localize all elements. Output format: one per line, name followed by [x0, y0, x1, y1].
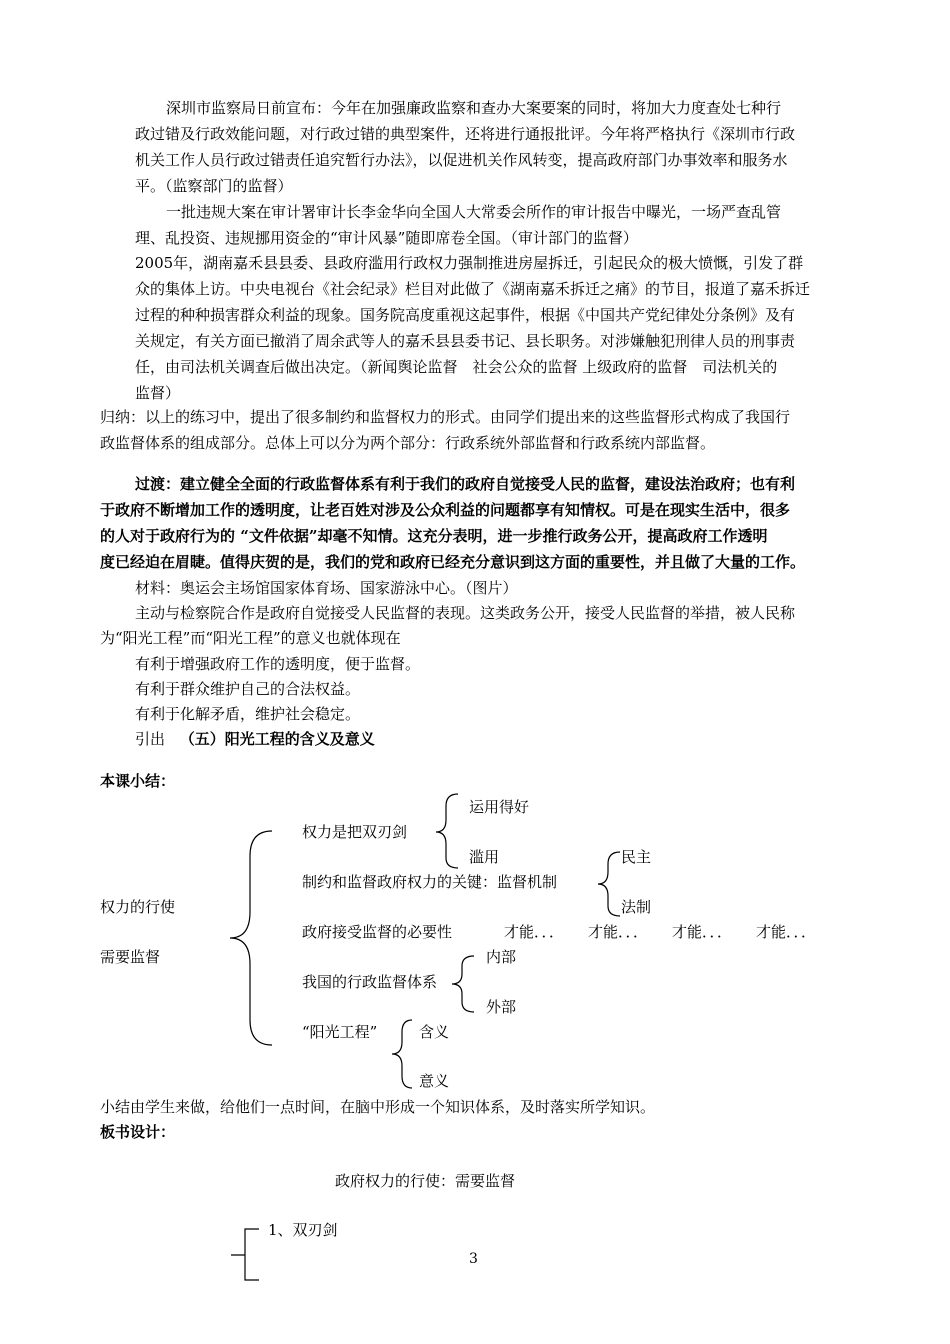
board-title: 政府权力的行使：需要监督	[335, 1172, 516, 1190]
material-line: 材料：奥运会主场馆国家体育场、国家游泳中心。（图片）	[135, 579, 518, 597]
board-heading: 板书设计：	[100, 1123, 176, 1141]
node-external: 外部	[486, 998, 517, 1016]
only-if-3: 才能．．．	[672, 923, 733, 941]
p2-line-2: 理、乱投资、违规挪用资金的“审计风暴”随即席卷全国。（审计部门的监督）	[135, 229, 638, 247]
summary-line-2: 政监督体系的组成部分。总体上可以分为两个部分：行政系统外部监督和行政系统内部监督。	[100, 434, 716, 452]
transition-line-3: 的人对于政府行为的 “文件依据”却毫不知情。这充分表明，进一步推行政务公开，提高政府工作透明	[100, 527, 768, 545]
node-meaning-sig: 意义	[419, 1072, 450, 1090]
lesson-summary-heading: 本课小结：	[100, 772, 176, 790]
p3-line-5: 任，由司法机关调查后做出决定。（新闻舆论监督 社会公众的监督 上级政府的监督 司法机关的	[135, 358, 778, 376]
node-meaning-def: 含义	[419, 1023, 450, 1041]
sunshine-line-2: 为“阳光工程”而“阳光工程”的意义也就体现在	[100, 629, 401, 647]
p2-line-1: 一批违规大案在审计署审计长李金华向全国人大常委会所作的审计报告中曝光，一场严查乱管	[166, 203, 782, 221]
brace-mechanism	[598, 852, 620, 916]
node-sunshine-project: “阳光工程”	[302, 1023, 378, 1041]
board-item-1: 1、双刃剑	[268, 1221, 338, 1239]
p3-line-1: 2005年，湖南嘉禾县县委、县政府滥用行政权力强制推进房屋拆迁，引起民众的极大愤慨，引发了群	[135, 254, 804, 272]
benefit-3: 有利于化解矛盾，维护社会稳定。	[135, 705, 361, 723]
page-number: 3	[469, 1251, 478, 1267]
p1-line-4: 平。（监察部门的监督）	[135, 177, 293, 195]
brace-sunshine	[392, 1020, 412, 1088]
p1-line-1: 深圳市监察局日前宣布：今年在加强廉政监察和查办大案要案的同时，将加大力度查处七种行	[166, 99, 782, 117]
benefit-1: 有利于增强政府工作的透明度，便于监督。	[135, 655, 421, 673]
p3-line-6: 监督）	[135, 384, 181, 402]
brace-system	[452, 956, 474, 1012]
node-abuse: 滥用	[469, 848, 500, 866]
only-if-4: 才能．．．	[756, 923, 817, 941]
transition-line-4: 度已经迫在眉睫。值得庆贺的是，我们的党和政府已经充分意识到这方面的重要性，并且做了大量的工作。	[100, 553, 806, 571]
node-key: 制约和监督政府权力的关键：监督机制	[302, 873, 558, 891]
node-legal: 法制	[621, 898, 652, 916]
only-if-1: 才能．．．	[504, 923, 565, 941]
p1-line-2: 政过错及行政效能问题，对行政过错的典型案件，还将进行通报批评。今年将严格执行《深圳市行政	[135, 125, 796, 143]
sunshine-line-1: 主动与检察院合作是政府自觉接受人民监督的表现。这类政务公开，接受人民监督的举措，被人民称	[135, 604, 796, 622]
benefit-2: 有利于群众维护自己的合法权益。	[135, 680, 361, 698]
summary-line-1: 归纳：以上的练习中，提出了很多制约和监督权力的形式。由同学们提出来的这些监督形式构成了我国行	[100, 408, 791, 426]
node-internal: 内部	[486, 948, 517, 966]
transition-line-2: 于政府不断增加工作的透明度，让老百姓对涉及公众利益的问题都享有知情权。可是在现实生活中，很多	[100, 501, 791, 519]
main-brace	[230, 831, 272, 1045]
node-necessity: 政府接受监督的必要性	[302, 923, 453, 941]
only-if-2: 才能．．．	[588, 923, 649, 941]
node-system: 我国的行政监督体系	[302, 973, 438, 991]
p3-line-3: 过程的种种损害群众利益的现象。国务院高度重视这起事件，根据《中国共产党纪律处分条例》及有	[135, 306, 796, 324]
node-democracy: 民主	[621, 848, 652, 866]
lead-in-title: （五）阳光工程的含义及意义	[179, 730, 375, 748]
p3-line-2: 众的集体上访。中央电视台《社会纪录》栏目对此做了《湖南嘉禾拆迁之痛》的节目，报道了嘉禾拆迁	[135, 280, 811, 298]
transition-line-1: 过渡：建立健全全面的行政监督体系有利于我们的政府自觉接受人民的监督，建设法治政府；也有利	[135, 475, 796, 493]
p1-line-3: 机关工作人员行政过错责任追究暂行办法》，以促进机关作风转变，提高政府部门办事效率和服务水	[135, 151, 788, 169]
root-line-2: 需要监督	[100, 948, 161, 966]
p3-line-4: 关规定，有关方面已撤消了周余武等人的嘉禾县县委书记、县长职务。对涉嫌触犯刑律人员的刑事责	[135, 332, 796, 350]
lead-in-prefix: 引出	[135, 730, 166, 748]
summary-note: 小结由学生来做，给他们一点时间，在脑中形成一个知识体系，及时落实所学知识。	[100, 1098, 656, 1116]
node-double-edged: 权力是把双刃剑	[302, 823, 408, 841]
node-use-well: 运用得好	[469, 798, 530, 816]
brace-double-edged	[436, 794, 458, 868]
root-line-1: 权力的行使	[100, 898, 176, 916]
board-bracket	[231, 1229, 259, 1280]
